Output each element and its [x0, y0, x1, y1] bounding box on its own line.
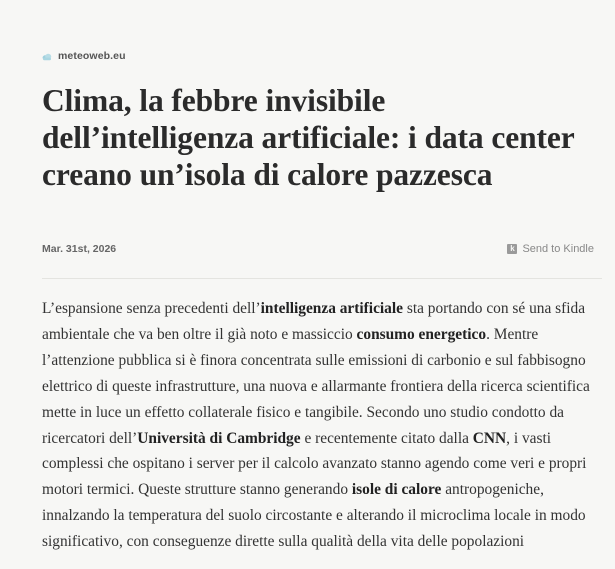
body-text-segment: . Mentre l’attenzione pubblica si è finora concentrata sulle emissioni di carbonio e sul fabbisogno elettrico di queste infrastrutture, una nuova e allarmante frontiera della ricerca scientifica mette in luce un effetto collaterale fisico e tangibile. Secondo uno studio condotto da ricercatori dell’ [42, 325, 590, 447]
article-meta [42, 243, 594, 255]
highlight-heat-islands: isole di calore [351, 481, 442, 499]
highlight-ai: intelligenza artificiale [260, 300, 403, 317]
body-text-segment: e recentemente citato dalla [300, 429, 473, 447]
body-text-segment: antropogeniche, innalzando la temperatura del suolo circostante e alterando il microclima locale in modo significativo, con conseguenze dirette sulla qualità della vita delle popolazioni [42, 481, 586, 551]
article-headline: Clima, la febbre invisibile dell’intelligenza artificiale: i data center creano un’isola di calore pazzesca [42, 83, 575, 192]
send-to-kindle-button[interactable] [507, 243, 594, 255]
highlight-cambridge: Università di Cambridge [137, 429, 301, 447]
body-text-segment: L’espansione senza precedenti dell’ [42, 300, 261, 317]
highlight-cnn: CNN [472, 429, 507, 447]
divider [42, 278, 602, 279]
send-to-kindle-label: Send to Kindle [522, 243, 594, 255]
body-text-segment: , i vasti complessi che ospitano i server per il calcolo avanzato stanno agendo come veri e propri motori termici. Queste strutture stanno generando [42, 429, 587, 499]
body-text-segment: sta portando con sé una sfida ambientale che va ben oltre il già noto e massiccio [42, 300, 586, 343]
cloud-icon [42, 52, 52, 60]
highlight-energy: consumo energetico [356, 325, 487, 343]
publish-date: Mar. 31st, 2026 [42, 243, 117, 255]
article-body [42, 296, 604, 555]
source-header[interactable] [42, 50, 126, 62]
source-name[interactable]: meteoweb.eu [58, 50, 126, 62]
kindle-icon: k [507, 244, 517, 254]
